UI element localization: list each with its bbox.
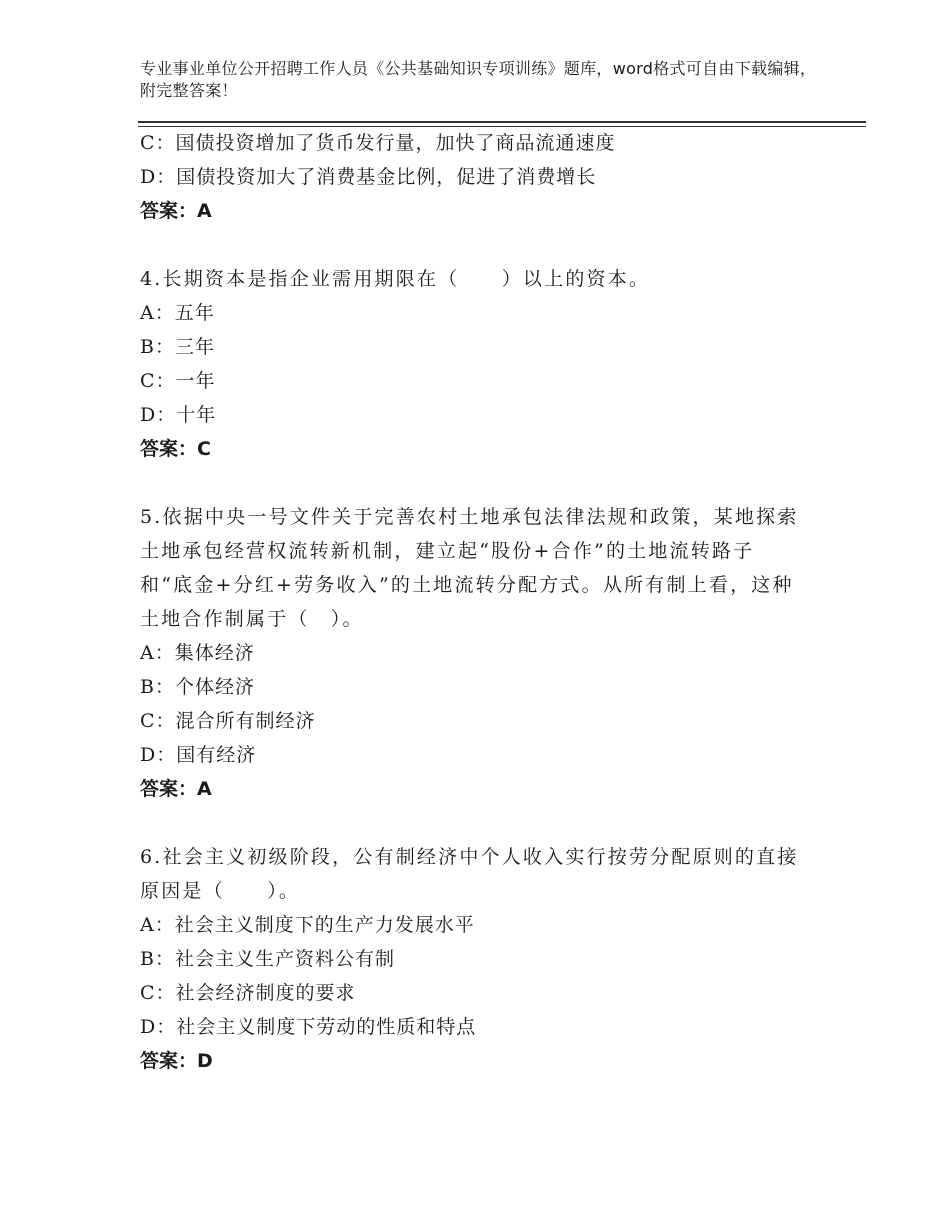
prev-question-block — [140, 126, 820, 228]
option-d: D：国债投资加大了消费基金比例，促进了消费增长 — [140, 166, 597, 188]
answer-line: 答案：A — [140, 778, 212, 800]
option-c: C：国债投资增加了货币发行量，加快了商品流通速度 — [140, 132, 616, 154]
option-d: D：社会主义制度下劳动的性质和特点 — [140, 1016, 477, 1038]
option-a: A：五年 — [140, 302, 215, 324]
answer-line: 答案：D — [140, 1050, 213, 1072]
question-stem: 6.社会主义初级阶段，公有制经济中个人收入实行按劳分配原则的直接原因是（ ）。 — [140, 846, 799, 902]
question-5 — [140, 500, 820, 806]
option-a: A：集体经济 — [140, 642, 255, 664]
option-c: C：混合所有制经济 — [140, 710, 316, 732]
option-b: B：个体经济 — [140, 676, 255, 698]
question-stem: 5.依据中央一号文件关于完善农村土地承包法律法规和政策，某地探索土地承包经营权流转新机制，建立起“股份+合作”的土地流转路子和“底金+分红+劳务收入”的土地流转分配方式。从所有制上看，这种土地合作制属于（ ）。 — [140, 506, 799, 630]
question-6 — [140, 840, 820, 1078]
header-rule-thick — [138, 121, 866, 123]
option-b: B：三年 — [140, 336, 215, 358]
answer-line: 答案：A — [140, 200, 212, 222]
page-header: 专业事业单位公开招聘工作人员《公共基础知识专项训练》题库，word格式可自由下载编辑，附完整答案！ — [140, 59, 817, 100]
answer-line: 答案：C — [140, 438, 211, 460]
option-b: B：社会主义生产资料公有制 — [140, 948, 395, 970]
question-content — [140, 126, 820, 1078]
question-4 — [140, 262, 820, 466]
option-d: D：国有经济 — [140, 744, 257, 766]
option-d: D：十年 — [140, 404, 217, 426]
option-c: C：社会经济制度的要求 — [140, 982, 356, 1004]
option-a: A：社会主义制度下的生产力发展水平 — [140, 914, 475, 936]
question-stem: 4.长期资本是指企业需用期限在（ ）以上的资本。 — [140, 268, 651, 290]
option-c: C：一年 — [140, 370, 216, 392]
